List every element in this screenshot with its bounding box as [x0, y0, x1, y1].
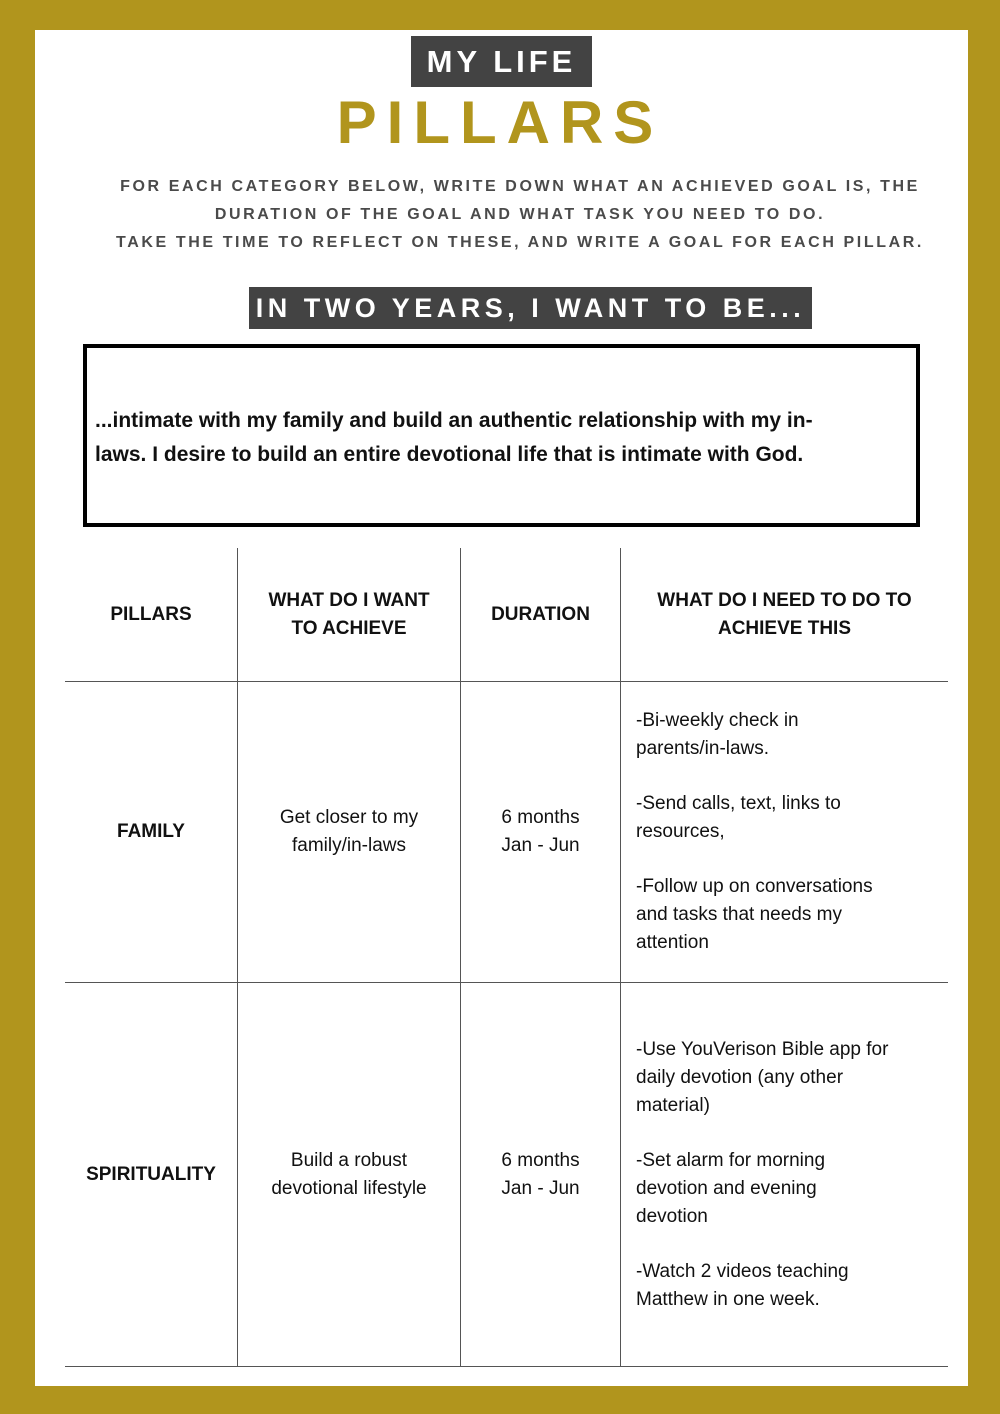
task-line: devotion and evening — [636, 1178, 817, 1199]
task-line: -Follow up on conversations — [636, 876, 873, 897]
header-achieve — [238, 548, 460, 681]
task-line: -Send calls, text, links to — [636, 793, 841, 814]
task-item — [636, 707, 941, 763]
pillar-spirituality-label: SPIRITUALITY — [86, 1163, 216, 1185]
instruction-line: FOR EACH CATEGORY BELOW, WRITE DOWN WHAT AN ACHIEVED GOAL IS, THE — [120, 178, 920, 195]
goal-line: Build a robust — [290, 1149, 408, 1171]
vision-statement-box — [83, 344, 920, 527]
task-line: daily devotion (any other — [636, 1067, 844, 1088]
vision-line: ...intimate with my family and build an authentic relationship with my in- — [95, 409, 813, 432]
task-line: material) — [636, 1095, 710, 1116]
duration-line: 6 months — [501, 1149, 580, 1171]
task-line: and tasks that needs my — [636, 904, 842, 925]
goal-spirituality — [238, 983, 460, 1366]
my-life-label: MY LIFE — [426, 43, 577, 79]
task-line: attention — [636, 932, 709, 953]
header-need-line: WHAT DO I NEED TO DO TO — [657, 589, 912, 611]
tasks-spirituality — [636, 1036, 941, 1314]
task-line: resources, — [636, 821, 725, 842]
task-line: Matthew in one week. — [636, 1289, 820, 1310]
task-line: -Bi-weekly check in — [636, 710, 799, 731]
goal-line: family/in-laws — [291, 835, 407, 856]
instruction-line: TAKE THE TIME TO REFLECT ON THESE, AND WRITE A GOAL FOR EACH PILLAR. — [116, 234, 924, 251]
duration-line: Jan - Jun — [501, 1177, 580, 1199]
pillar-family — [65, 682, 237, 982]
task-item — [636, 1147, 941, 1231]
task-item — [636, 790, 941, 846]
header-pillars — [65, 548, 237, 681]
two-years-label: IN TWO YEARS, I WANT TO BE... — [255, 292, 806, 323]
duration-line: 6 months — [501, 807, 580, 828]
header-achieve-line: WHAT DO I WANT — [268, 589, 430, 611]
task-line: -Set alarm for morning — [636, 1150, 826, 1171]
task-line: parents/in-laws. — [636, 738, 770, 759]
task-line: devotion — [636, 1206, 708, 1227]
instruction-line: DURATION OF THE GOAL AND WHAT TASK YOU NEED TO DO. — [214, 206, 826, 223]
page-title: PILLARS — [336, 89, 664, 156]
pillar-family-label: FAMILY — [117, 821, 185, 842]
table-divider — [65, 1366, 948, 1367]
instructions — [60, 173, 980, 257]
header-pillars-label: PILLARS — [110, 603, 192, 625]
goal-line: devotional lifestyle — [271, 1177, 427, 1199]
task-item — [636, 873, 941, 957]
duration-family — [461, 682, 620, 982]
goal-family — [238, 682, 460, 982]
header-need — [621, 548, 948, 681]
tasks-family — [636, 707, 941, 957]
goal-line: Get closer to my — [279, 807, 419, 828]
vision-line: laws. I desire to build an entire devotional life that is intimate with God. — [95, 443, 804, 466]
task-item — [636, 1258, 941, 1314]
my-life-badge — [411, 36, 592, 87]
two-years-banner — [249, 287, 812, 329]
duration-line: Jan - Jun — [501, 835, 580, 856]
pillar-spirituality — [65, 983, 237, 1366]
task-line: -Use YouVerison Bible app for — [636, 1039, 889, 1060]
task-line: -Watch 2 videos teaching — [636, 1261, 849, 1282]
header-duration — [461, 548, 620, 681]
vision-statement — [95, 404, 915, 472]
header-duration-label: DURATION — [491, 603, 590, 625]
header-need-line: ACHIEVE THIS — [717, 617, 852, 639]
duration-spirituality — [461, 983, 620, 1366]
task-item — [636, 1036, 941, 1120]
header-achieve-line: TO ACHIEVE — [291, 617, 407, 639]
